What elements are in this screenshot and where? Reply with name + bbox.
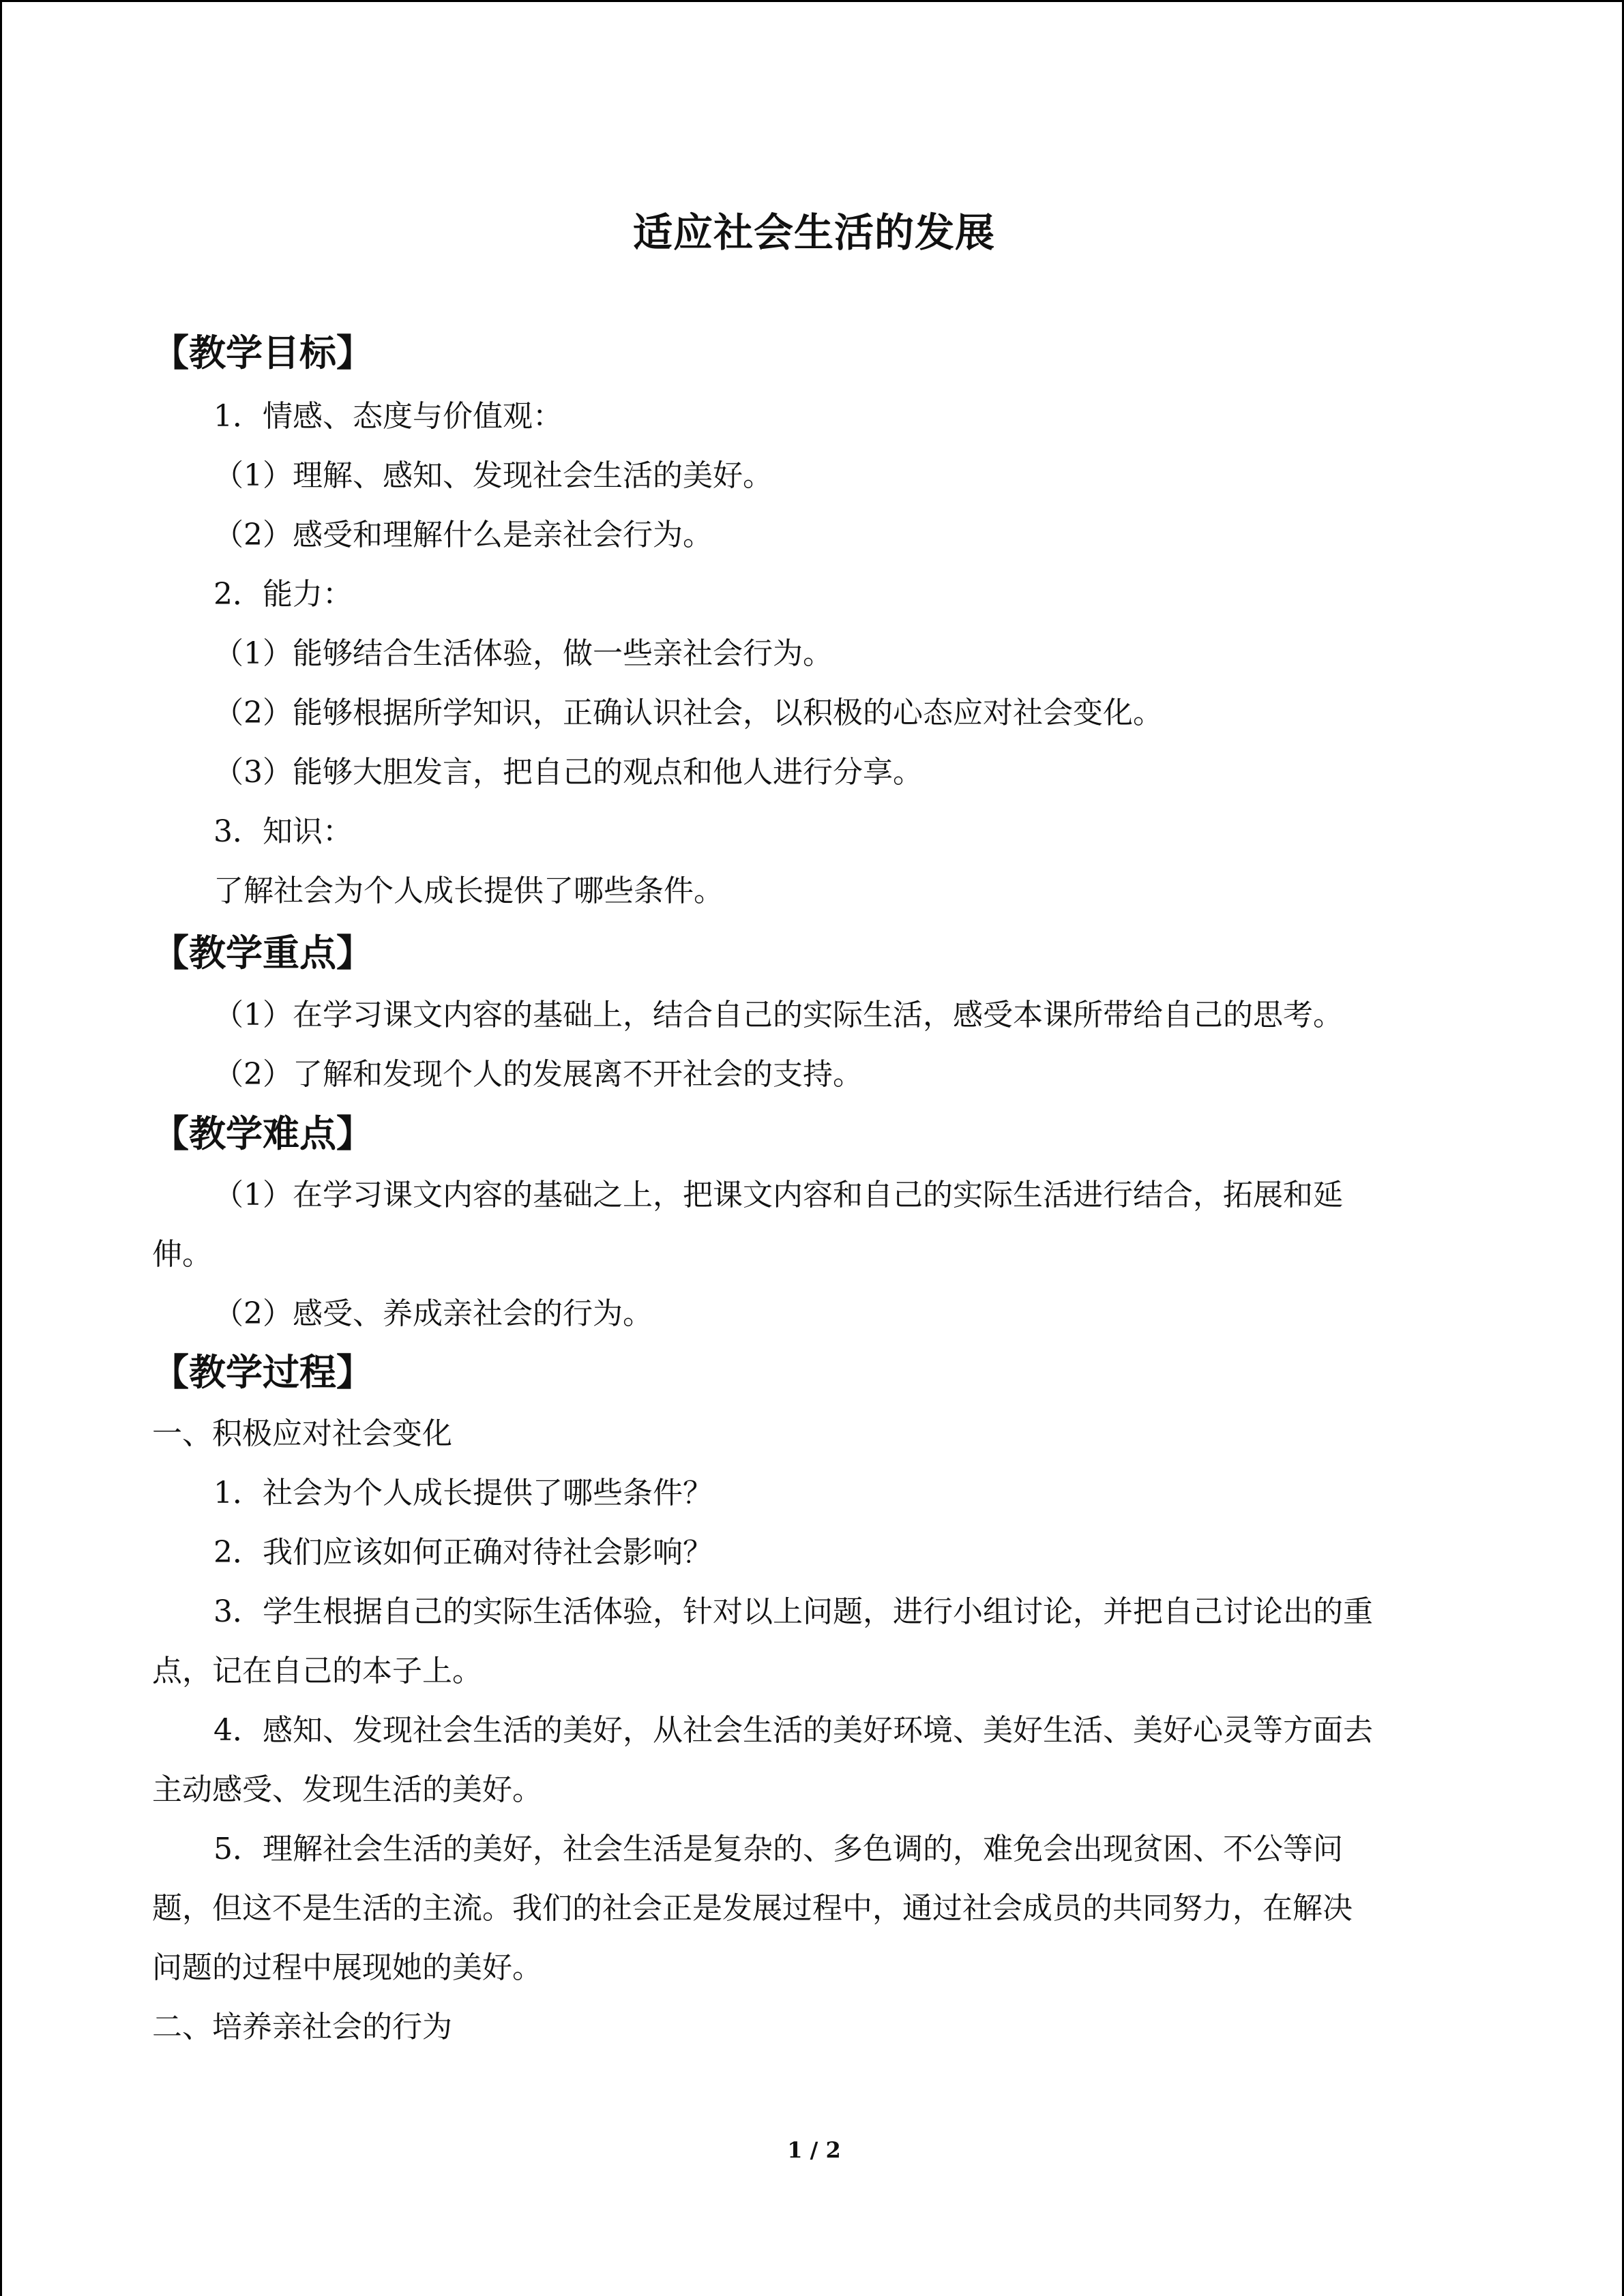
- process-line: 一、积极应对社会变化: [152, 1416, 452, 1451]
- page-title: 适应社会生活的发展: [632, 209, 995, 256]
- objectives-line: 1．情感、态度与价值观：: [213, 399, 563, 434]
- page-number: 1 / 2: [787, 2137, 841, 2163]
- key-points-line: （1）在学习课文内容的基础上，结合自己的实际生活，感受本课所带给自己的思考。: [213, 998, 1343, 1032]
- process-line: 4．感知、发现社会生活的美好，从社会生活的美好环境、美好生活、美好心灵等方面去: [213, 1713, 1373, 1748]
- key-points-line: （2）了解和发现个人的发展离不开社会的支持。: [213, 1057, 863, 1092]
- objectives-line: 了解社会为个人成长提供了哪些条件。: [213, 874, 724, 908]
- objectives-line: 3．知识：: [213, 814, 353, 849]
- process-line: 二、培养亲社会的行为: [152, 2010, 452, 2044]
- objectives-line: （1）理解、感知、发现社会生活的美好。: [213, 458, 773, 493]
- objectives-line: （2）感受和理解什么是亲社会行为。: [213, 518, 713, 552]
- heading-process: 【教学过程】: [152, 1351, 373, 1394]
- heading-difficulties: 【教学难点】: [152, 1112, 373, 1155]
- process-line: 主动感受、发现生活的美好。: [152, 1772, 542, 1807]
- process-line: 3．学生根据自己的实际生活体验，针对以上问题，进行小组讨论，并把自己讨论出的重: [213, 1594, 1373, 1629]
- objectives-line: （3）能够大胆发言，把自己的观点和他人进行分享。: [213, 755, 923, 790]
- difficulties-line: （1）在学习课文内容的基础之上，把课文内容和自己的实际生活进行结合，拓展和延: [213, 1178, 1343, 1212]
- difficulties-line: 伸。: [152, 1237, 212, 1272]
- process-line: 5．理解社会生活的美好，社会生活是复杂的、多色调的，难免会出现贫困、不公等问: [213, 1832, 1343, 1866]
- process-line: 1．社会为个人成长提供了哪些条件？: [213, 1476, 713, 1510]
- heading-objectives: 【教学目标】: [152, 331, 373, 374]
- process-line: 题，但这不是生活的主流。我们的社会正是发展过程中，通过社会成员的共同努力，在解决: [152, 1891, 1353, 1926]
- heading-key-points: 【教学重点】: [152, 931, 373, 974]
- process-line: 点，记在自己的本子上。: [152, 1654, 482, 1688]
- objectives-line: （1）能够结合生活体验，做一些亲社会行为。: [213, 636, 833, 671]
- objectives-line: 2．能力：: [213, 577, 353, 612]
- process-line: 问题的过程中展现她的美好。: [152, 1950, 542, 1985]
- process-line: 2．我们应该如何正确对待社会影响？: [213, 1535, 713, 1570]
- objectives-line: （2）能够根据所学知识，正确认识社会，以积极的心态应对社会变化。: [213, 696, 1163, 730]
- difficulties-line: （2）感受、养成亲社会的行为。: [213, 1296, 653, 1331]
